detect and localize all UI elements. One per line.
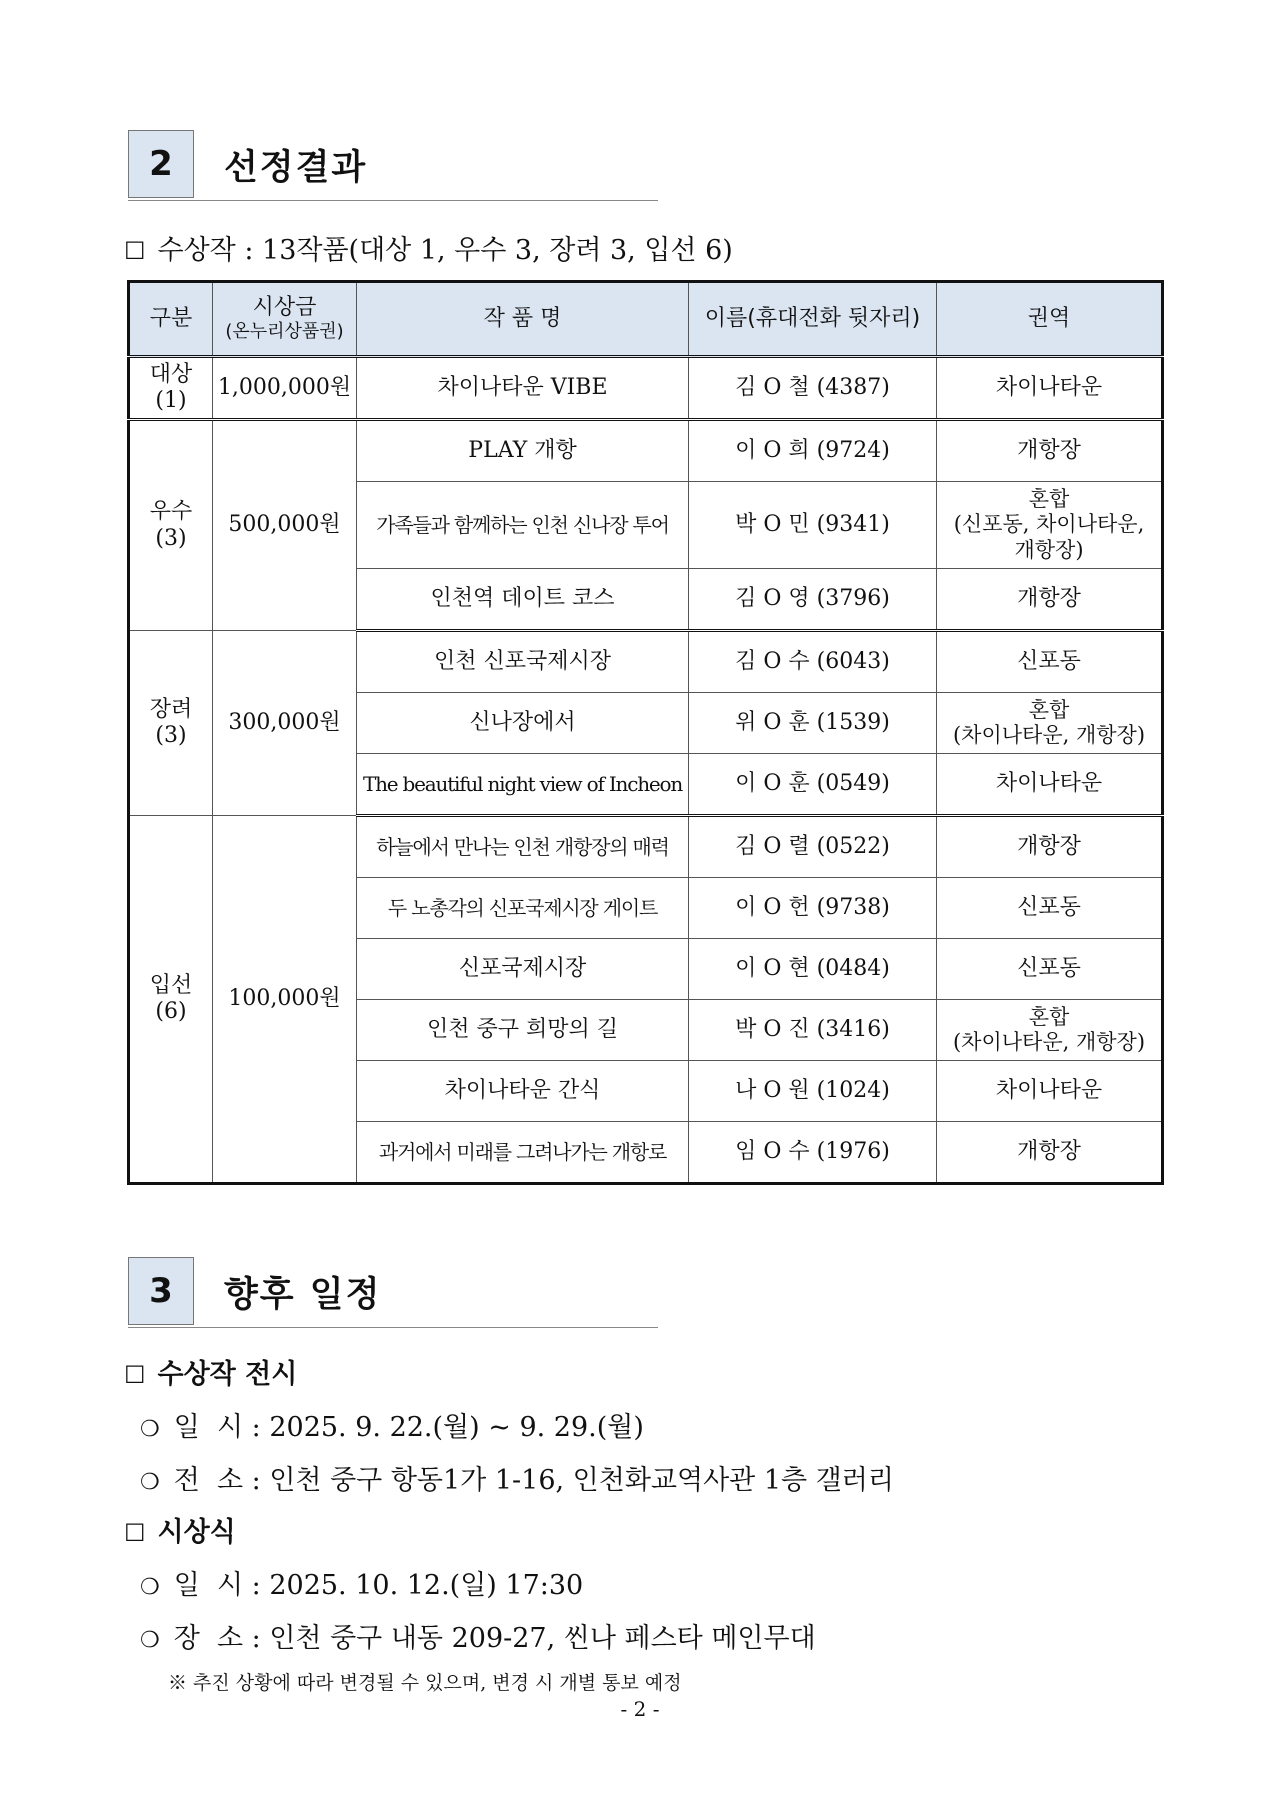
award-count: (1) [155,388,187,413]
awards-table-body [129,357,1163,1184]
region-cell [937,816,1163,878]
exhibition-place: ❍ 전 소 : 인천 중구 항동1가 1-16, 인천화교역사관 1층 갤러리 [140,1465,894,1496]
section-2-header [128,130,658,201]
region-line: 차이나타운 [995,1077,1103,1103]
section-3-number: 3 [128,1257,194,1325]
region-line: (신포동, 차이나타운, [953,512,1145,537]
region-line: 혼합 [1028,1004,1070,1029]
winner-name: 박 O 민 (9341) [689,482,937,569]
winner-name: 김 O 철 (4387) [689,357,937,420]
col-header-work: 작 품 명 [357,282,689,357]
exhibition-place-label: 전 소 [173,1465,244,1496]
region-cell [937,939,1163,1000]
work-title: 인천역 데이트 코스 [357,569,689,631]
region-line: 신포동 [1017,894,1081,920]
ceremony-place-value: 인천 중구 내동 209-27, 씬나 페스타 메인무대 [269,1623,816,1654]
prize-amount: 500,000원 [213,420,357,631]
region-line: 차이나타운 [995,374,1103,400]
winner-name: 이 O 현 (0484) [689,939,937,1000]
award-category: 장려 [149,696,193,722]
checkbox-square-icon: ☐ [124,1519,146,1547]
work-title: 인천 신포국제시장 [357,631,689,693]
prize-amount: 300,000원 [213,631,357,816]
region-cell [937,569,1163,631]
region-line: 신포동 [1017,648,1081,674]
region-cell [937,482,1163,569]
work-title: PLAY 개항 [357,420,689,482]
region-line: 혼합 [1028,487,1070,512]
ceremony-place: ❍ 장 소 : 인천 중구 내동 209-27, 씬나 페스타 메인무대 [140,1623,816,1654]
exhibition-heading [124,1352,297,1391]
work-title: 가족들과 함께하는 인천 신나장 투어 [357,482,689,569]
col-header-prize [213,282,357,357]
region-line: 개항장) [1014,537,1084,562]
col-header-region: 권역 [937,282,1163,357]
region-line: (차이나타운, 개항장) [952,723,1146,747]
region-line: 개항장 [1017,437,1081,463]
work-title: The beautiful night view of Incheon [357,754,689,816]
award-category-cell [129,631,213,816]
exhibition-date: ❍ 일 시 : 2025. 9. 22.(월) ~ 9. 29.(월) [140,1412,644,1443]
work-title: 인천 중구 희망의 길 [357,1000,689,1061]
award-category-cell [129,357,213,420]
work-title: 차이나타운 VIBE [357,357,689,420]
col-header-prize-line1: 시상금 [252,295,317,320]
exhibition-date-label: 일 시 [173,1412,244,1443]
work-title: 차이나타운 간식 [357,1061,689,1122]
page-number: - 2 - [620,1697,660,1721]
checkbox-square-icon: ☐ [124,1361,146,1389]
winner-name: 임 O 수 (1976) [689,1122,937,1184]
region-cell [937,693,1163,754]
prize-amount: 100,000원 [213,816,357,1184]
ceremony-date-label: 일 시 [173,1570,244,1601]
table-row [129,357,1163,420]
col-header-prize-line2: (온누리상품권) [225,321,344,343]
circle-bullet-icon: ❍ [140,1417,160,1442]
table-header-row [129,282,1163,357]
work-title: 하늘에서 만나는 인천 개항장의 매력 [357,816,689,878]
table-row [129,420,1163,482]
winner-name: 이 O 희 (9724) [689,420,937,482]
circle-bullet-icon: ❍ [140,1470,160,1495]
award-category: 입선 [149,972,193,998]
table-row [129,816,1163,878]
winner-name: 박 O 진 (3416) [689,1000,937,1061]
table-row [129,631,1163,693]
winner-name: 김 O 렬 (0522) [689,816,937,878]
region-line: 개항장 [1017,1138,1081,1164]
region-cell [937,1122,1163,1184]
ceremony-date-value: 2025. 10. 12.(일) 17:30 [269,1570,584,1601]
region-cell [937,754,1163,816]
checkbox-square-icon: ☐ [124,237,146,265]
circle-bullet-icon: ❍ [140,1628,160,1653]
award-category: 대상 [149,361,193,387]
winner-name: 김 O 영 (3796) [689,569,937,631]
work-title: 신포국제시장 [357,939,689,1000]
ceremony-heading [124,1510,236,1549]
region-cell [937,357,1163,420]
circle-bullet-icon: ❍ [140,1575,160,1600]
region-line: 개항장 [1017,833,1081,859]
awards-summary [124,228,733,267]
region-line: (차이나타운, 개항장) [952,1030,1146,1054]
exhibition-heading-text: 수상작 전시 [157,1359,298,1390]
awards-table [127,280,1164,1185]
prize-amount: 1,000,000원 [213,357,357,420]
region-line: 신포동 [1017,955,1081,981]
region-line: 혼합 [1028,697,1070,722]
work-title: 신나장에서 [357,693,689,754]
region-cell [937,1061,1163,1122]
exhibition-place-value: 인천 중구 항동1가 1-16, 인천화교역사관 1층 갤러리 [269,1465,894,1496]
award-count: (3) [155,525,187,551]
award-category-cell [129,816,213,1184]
ceremony-heading-text: 시상식 [157,1517,236,1548]
schedule-note: ※ 추진 상황에 따라 변경될 수 있으며, 변경 시 개별 통보 예정 [168,1672,682,1694]
award-count: (6) [155,999,187,1024]
section-3-title: 향후 일정 [224,1275,382,1315]
ceremony-date: ❍ 일 시 : 2025. 10. 12.(일) 17:30 [140,1570,584,1601]
awards-summary-text: 수상작 : 13작품(대상 1, 우수 3, 장려 3, 입선 6) [157,235,733,266]
region-cell [937,878,1163,939]
ceremony-place-label: 장 소 [173,1623,244,1654]
region-line: 차이나타운 [995,770,1103,796]
work-title: 두 노총각의 신포국제시장 게이트 [357,878,689,939]
col-header-category: 구분 [129,282,213,357]
section-2-number: 2 [128,130,194,198]
winner-name: 이 O 헌 (9738) [689,878,937,939]
region-cell [937,631,1163,693]
region-cell [937,420,1163,482]
award-count: (3) [155,723,187,748]
section-3-header [128,1257,658,1328]
award-category-cell [129,420,213,631]
region-line: 개항장 [1017,585,1081,611]
section-2-title: 선정결과 [224,148,368,188]
exhibition-date-value: 2025. 9. 22.(월) ~ 9. 29.(월) [269,1412,644,1443]
winner-name: 김 O 수 (6043) [689,631,937,693]
award-category: 우수 [149,499,193,525]
work-title: 과거에서 미래를 그려나가는 개항로 [357,1122,689,1184]
winner-name: 이 O 훈 (0549) [689,754,937,816]
winner-name: 위 O 훈 (1539) [689,693,937,754]
winner-name: 나 O 원 (1024) [689,1061,937,1122]
region-cell [937,1000,1163,1061]
col-header-name: 이름(휴대전화 뒷자리) [689,282,937,357]
